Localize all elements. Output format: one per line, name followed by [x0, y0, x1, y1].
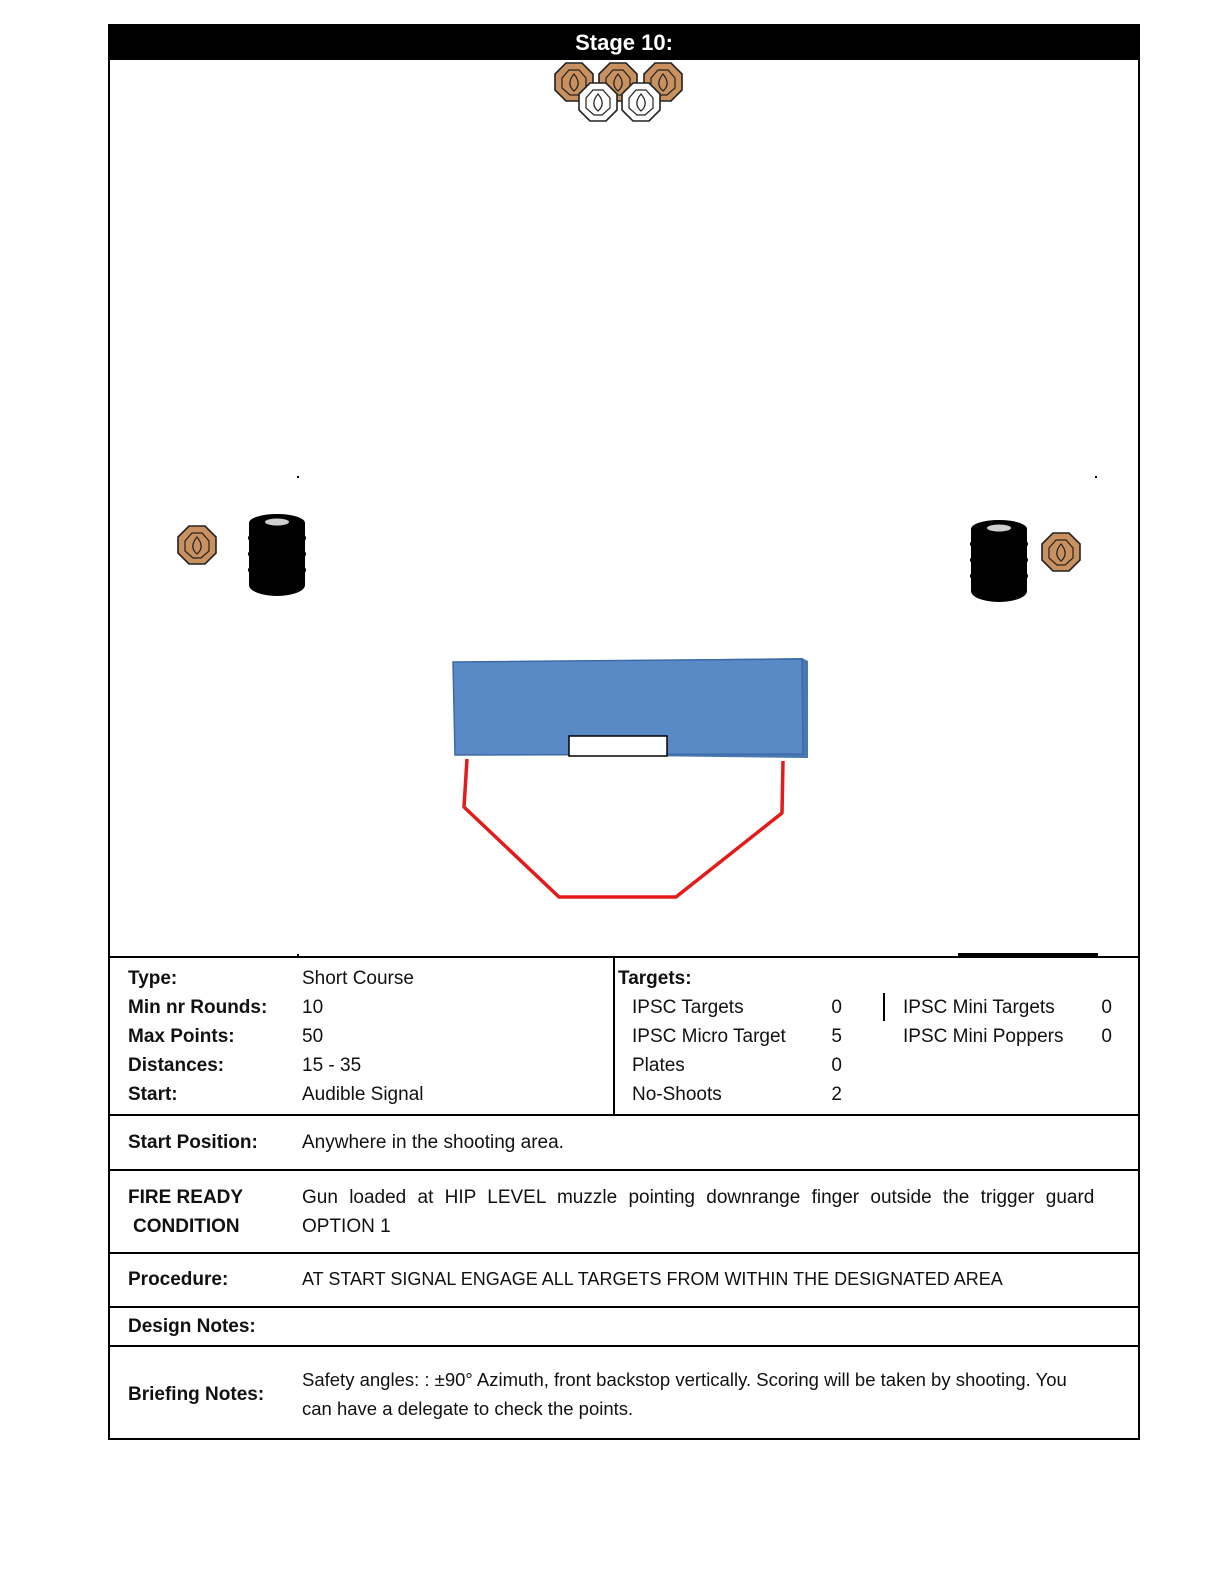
- design-notes-section: [110, 1306, 1138, 1345]
- stage-title: Stage 10:: [110, 26, 1138, 60]
- target-type-count: 0: [831, 997, 842, 1018]
- stage-sheet: [108, 24, 1140, 1440]
- shooting-area-fault-line: [464, 759, 783, 897]
- barrel-stack-right: [970, 520, 1028, 602]
- procedure-label: Procedure:: [128, 1269, 229, 1290]
- marker-dot: [297, 476, 299, 478]
- stage-diagram: [110, 60, 1138, 956]
- fire-ready-value-line2: OPTION 1: [302, 1216, 391, 1237]
- target-type-label: IPSC Micro Target: [632, 1026, 786, 1047]
- start-value: Audible Signal: [302, 1084, 424, 1105]
- design-notes-label: Design Notes:: [128, 1316, 256, 1337]
- ipsc-micro-target-right: [1042, 533, 1080, 571]
- barrel-stack-left: [248, 514, 306, 596]
- start-position-label: Start Position:: [128, 1132, 258, 1153]
- start-label: Start:: [128, 1084, 178, 1105]
- fire-ready-label-line2: CONDITION: [133, 1216, 240, 1237]
- no-shoot-target: [622, 83, 660, 121]
- briefing-notes-label: Briefing Notes:: [128, 1384, 265, 1405]
- rounds-label: Min nr Rounds:: [128, 997, 268, 1018]
- rounds-value: 10: [302, 997, 324, 1018]
- fire-ready-section: [110, 1169, 1138, 1252]
- start-position-value: Anywhere in the shooting area.: [302, 1132, 564, 1153]
- fire-ready-value-line1: Gun loaded at HIP LEVEL muzzle pointing downrange finger outside the trigger guard: [302, 1187, 1095, 1208]
- procedure-section: [110, 1252, 1138, 1306]
- stage-info: [110, 956, 1138, 1114]
- briefing-notes-section: [110, 1345, 1138, 1440]
- targets-separator: [883, 993, 885, 1021]
- fire-ready-label-line1: FIRE READY: [128, 1187, 244, 1208]
- target-type-label: No-Shoots: [632, 1084, 722, 1105]
- target-type-label: Plates: [632, 1055, 685, 1076]
- target-type-label: IPSC Mini Targets: [903, 997, 1055, 1018]
- briefing-notes-value-line2: can have a delegate to check the points.: [302, 1398, 634, 1419]
- points-value: 50: [302, 1026, 324, 1047]
- target-type-label: IPSC Mini Poppers: [903, 1026, 1064, 1047]
- no-shoot-target: [579, 83, 617, 121]
- top-target-group: [555, 63, 682, 121]
- target-type-count: 0: [1101, 1026, 1112, 1047]
- wall: [453, 658, 808, 758]
- target-type-count: 5: [831, 1026, 842, 1047]
- start-position-section: [110, 1114, 1138, 1169]
- port-opening: [569, 736, 667, 756]
- targets-heading: Targets:: [618, 968, 692, 989]
- marker-dot: [1095, 476, 1097, 478]
- points-label: Max Points:: [128, 1026, 235, 1047]
- target-type-count: 0: [831, 1055, 842, 1076]
- target-type-count: 2: [831, 1084, 842, 1105]
- target-type-count: 0: [1101, 997, 1112, 1018]
- target-type-label: IPSC Targets: [632, 997, 744, 1018]
- ipsc-micro-target-left: [178, 526, 216, 564]
- type-label: Type:: [128, 968, 178, 989]
- distances-label: Distances:: [128, 1055, 225, 1076]
- procedure-value: AT START SIGNAL ENGAGE ALL TARGETS FROM WITHIN THE DESIGNATED AREA: [302, 1269, 1003, 1289]
- distances-value: 15 - 35: [302, 1055, 362, 1076]
- briefing-notes-value-line1: Safety angles: : ±90° Azimuth, front backstop vertically. Scoring will be taken by shooting. You: [302, 1369, 1067, 1390]
- type-value: Short Course: [302, 968, 414, 989]
